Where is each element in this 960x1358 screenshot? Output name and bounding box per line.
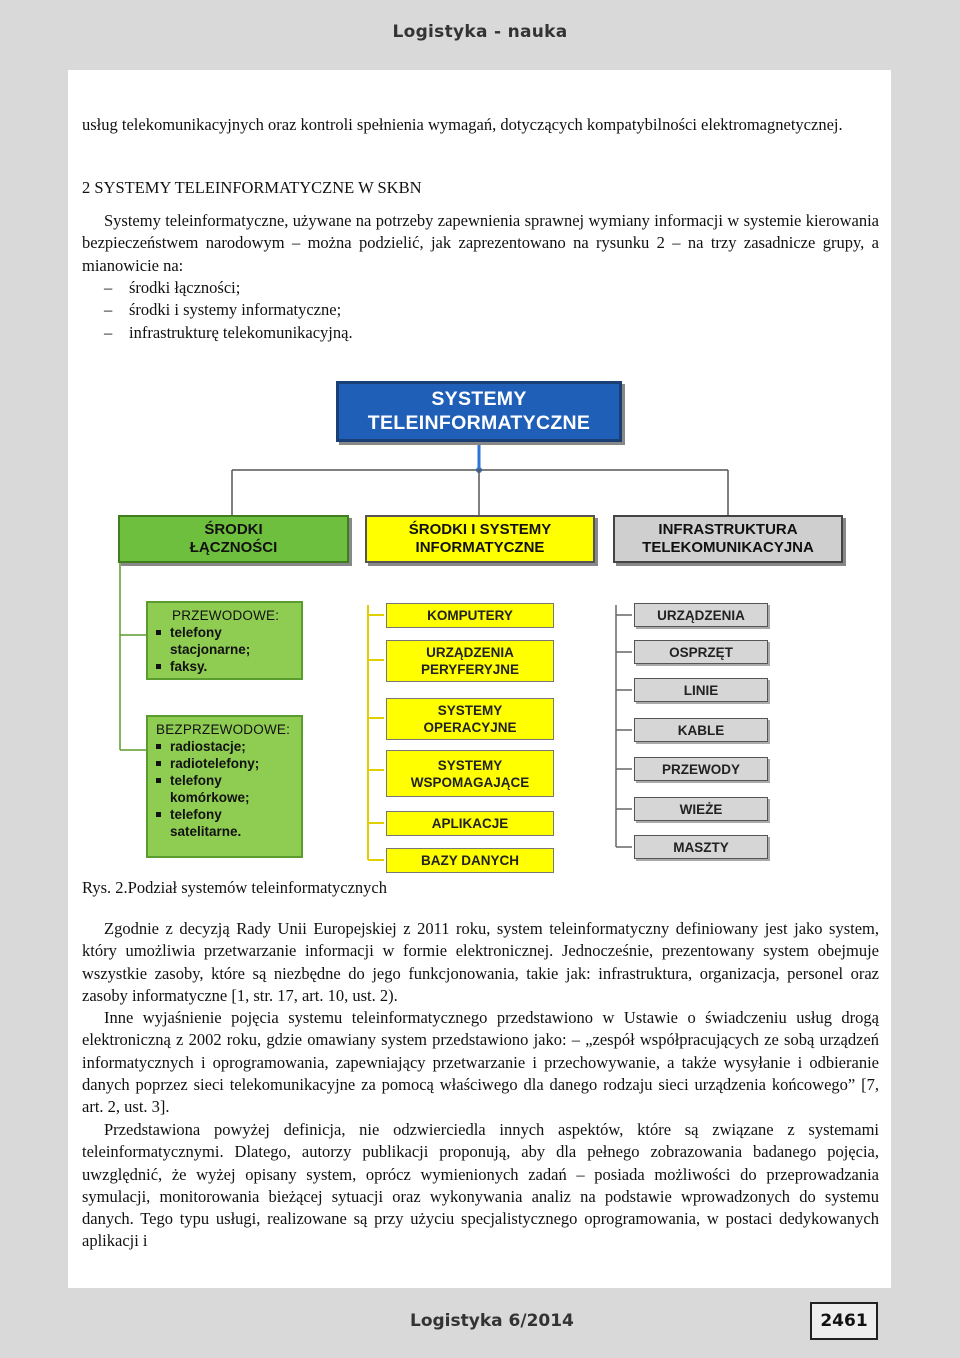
- list-item: – środki łączności;: [104, 277, 353, 299]
- category-infrastructure: [613, 515, 843, 563]
- paragraph-intro: usług telekomunikacyjnych oraz kontroli spełnienia wymagań, dotyczących kompatybilności elektromagnetycznej.: [82, 115, 843, 134]
- category-it-systems: [365, 515, 595, 563]
- it-item: URZĄDZENIA PERYFERYJNE: [386, 640, 554, 682]
- wired-title: PRZEWODOWE:: [172, 608, 280, 623]
- paragraph-systems: Systemy teleinformatyczne, używane na potrzeby zapewnienia sprawnej wymiany informacji w systemie kierowania bezpieczeństwem narodowym – można podzielić, jak zaprezentowano na rysunku 2 – na trzy zasadnicze grupy, a mianowicie na:: [82, 211, 879, 275]
- infra-item: URZĄDZENIA: [634, 603, 768, 627]
- list-item: faksy.: [154, 658, 295, 675]
- paragraph-1: Zgodnie z decyzją Rady Unii Europejskiej z 2011 roku, system teleinformatyczny definiowany jest jako system, który umożliwia przetwarzanie informacji w formie elektronicznej. Jednocześnie, prezentowany system obejmuje wszystkie zasoby, które są niezbędne do jego funkcjonowania, takie jak: infrastruktura, organizacja, personel oraz zasoby informatyczne [1, str. 17, art. 10, ust. 2).: [82, 919, 879, 1005]
- list-item: – środki i systemy informatyczne;: [104, 299, 353, 321]
- category-label: ŚRODKI I SYSTEMY: [408, 521, 552, 538]
- category-label: INFRASTRUKTURA: [658, 521, 798, 538]
- running-header: Logistyka - nauka: [392, 22, 568, 42]
- page-number: 2461: [810, 1302, 878, 1340]
- it-item: BAZY DANYCH: [386, 848, 554, 873]
- infra-item: KABLE: [634, 718, 768, 742]
- list-item: radiostacje;: [154, 738, 295, 755]
- infra-item: LINIE: [634, 678, 768, 702]
- list-item: radiotelefony;: [154, 755, 295, 772]
- category-communication: [118, 515, 349, 563]
- section-heading: 2 SYSTEMY TELEINFORMATYCZNE W SKBN: [82, 178, 422, 197]
- root-node: [336, 381, 622, 442]
- infra-item: OSPRZĘT: [634, 640, 768, 664]
- list-item: – infrastrukturę telekomunikacyjną.: [104, 322, 353, 344]
- list-item: telefony stacjonarne;: [154, 624, 295, 658]
- root-label: TELEINFORMATYCZNE: [367, 411, 591, 434]
- journal-footer: Logistyka 6/2014: [410, 1311, 574, 1331]
- wired-box: [146, 601, 303, 680]
- category-label: INFORMATYCZNE: [415, 539, 545, 556]
- it-item: KOMPUTERY: [386, 603, 554, 628]
- it-item: SYSTEMY OPERACYJNE: [386, 698, 554, 740]
- wireless-title: BEZPRZEWODOWE:: [156, 722, 291, 737]
- infra-item: MASZTY: [634, 835, 768, 859]
- infra-item: PRZEWODY: [634, 757, 768, 781]
- list-item: telefony komórkowe;: [154, 772, 295, 806]
- category-label: TELEKOMUNIKACYJNA: [642, 539, 814, 556]
- wireless-box: [146, 715, 303, 858]
- infra-item: WIEŻE: [634, 797, 768, 821]
- paragraph-2: Inne wyjaśnienie pojęcia systemu teleinformatycznego przedstawiono w Ustawie o świadczeniu usług drogą elektroniczną z 2002 roku, gdzie omawiany system przedstawiono jako: – „zespół współpracujących ze sobą urządzeń informatycznych i oprogramowania, zapewniający przetwarzanie i przechowywanie, a także wysyłanie i odbieranie danych poprzez sieci telekomunikacyjne za pomocą właściwego dla danego rodzaju sieci urządzenia końcowego” [7, art. 2, ust. 3].: [82, 1008, 879, 1117]
- it-item: APLIKACJE: [386, 811, 554, 836]
- category-label: ŚRODKI: [204, 521, 263, 538]
- root-label: SYSTEMY: [431, 388, 527, 411]
- it-item: SYSTEMY WSPOMAGAJĄCE: [386, 750, 554, 797]
- list-item: telefony satelitarne.: [154, 806, 295, 840]
- figure-caption: Rys. 2.Podział systemów teleinformatycznych: [82, 878, 387, 897]
- paragraph-3: Przedstawiona powyżej definicja, nie odzwierciedla innych aspektów, które są związane z systemami teleinformatycznymi. Dlatego, autorzy publikacji proponują, aby dla pełnego zobrazowania badanego pojęcia, uwzględnić, że wyżej opisany system, oprócz wymienionych zadań – posiada możliwości do przeprowadzania symulacji, monitorowania bieżącej sytuacji oraz wykonywania analiz na podstawie wprowadzonych do systemu danych. Tego typu usługi, realizowane są przy użyciu specjalistycznego oprogramowania, w postaci dedykowanych aplikacji i: [82, 1120, 879, 1251]
- page: [68, 70, 891, 1288]
- category-label: ŁĄCZNOŚCI: [189, 539, 278, 556]
